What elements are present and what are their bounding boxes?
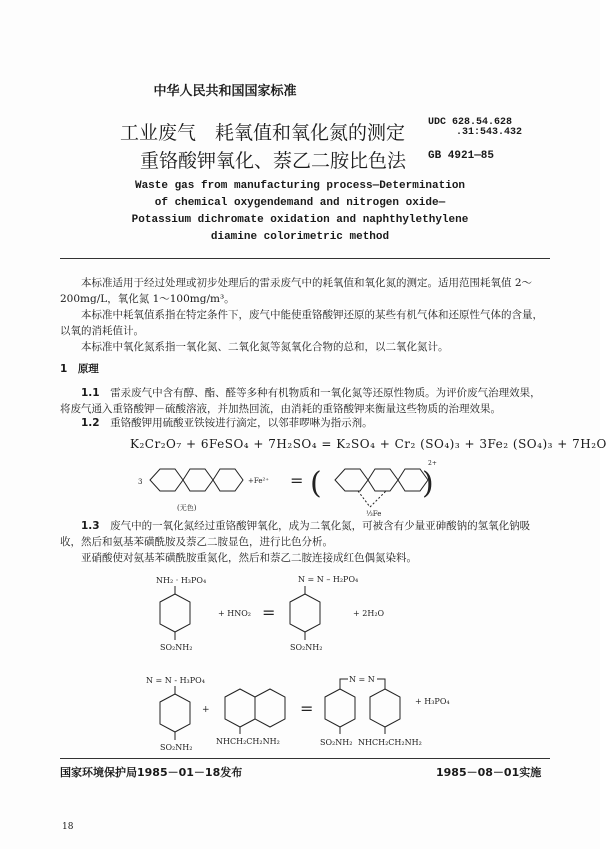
intro-paragraph: 本标准中氧化氮系指一氧化氮、二氧化氮等氮氧化合物的总和，以二氧化氮计。 (81, 341, 449, 353)
reactant-label: SO₂NH₂ (160, 643, 193, 652)
clause-1-2 (60, 415, 548, 431)
reactant-label: + HNO₂ (218, 609, 251, 618)
equals-sign: = (300, 699, 314, 718)
udc-line-2: .31:543.432 (456, 127, 523, 138)
charge: 2+ (428, 460, 437, 467)
diazotization-reactions (140, 570, 470, 755)
plus-fe-ion: +Fe²⁺ (248, 477, 269, 485)
english-title-line: of chemical oxygendemand and nitrogen oxide— (154, 197, 446, 209)
clause-1-3-note: 亚硝酸使对氨基苯磺酰胺重氮化，然后和萘乙二胺连接成红色偶氮染料。 (81, 552, 417, 564)
clause-number: 1.3 (81, 520, 100, 532)
clause-text: 雷汞废气中含有醇、酯、醛等多种有机物质和一氧化氮等还原性物质。为评价废气治理效果，将废气通入重铬酸钾－硫酸溶液，并加热回流，由消耗的重铬酸钾来衡量这些物质的治理效果。 (60, 387, 541, 415)
standard-header: 中华人民共和国国家标准 (153, 84, 297, 99)
plus-sign: + (202, 705, 210, 715)
english-title-line: diamine colorimetric method (210, 231, 390, 243)
divider (60, 258, 550, 259)
reactant-label: SO₂NH₂ (160, 743, 193, 752)
title-line-1: 工业废气 耗氧值和氧化氮的测定 (120, 122, 406, 144)
gb-number: GB 4921—85 (428, 150, 495, 162)
clause-1-3 (60, 518, 548, 550)
product-label: N = N (349, 675, 375, 684)
product-label: + H₃PO₄ (415, 697, 450, 706)
phenanthroline-reaction (130, 455, 437, 520)
clause-number: 1.1 (81, 387, 100, 399)
udc-line-1: UDC 628.54.628 (428, 117, 513, 128)
udc-code (428, 118, 522, 138)
section-title: 原理 (77, 363, 99, 375)
chemical-equation: K₂Cr₂O₇ + 6FeSO₄ + 7H₂SO₄ = K₂SO₄ + Cr₂ (SO₄)₃ + 3Fe₂ (SO₄)₃ + 7H₂O (130, 437, 607, 451)
section-heading (60, 361, 548, 377)
intro-paragraph: 本标准中耗氧值系指在特定条件下，废气中能使重铬酸钾还原的某些有机气体和还原性气体的含量，以氧的消耗值计。 (60, 309, 543, 337)
product-label: N = N – H₂PO₄ (298, 575, 359, 584)
product-label: NHCH₂CH₂NH₂ (358, 738, 422, 747)
english-title-line: Waste gas from manufacturing process—Determination (134, 180, 466, 192)
footer-divider (60, 758, 550, 759)
open-paren: ( (310, 466, 322, 501)
product-label: + 2H₂O (353, 609, 385, 618)
english-title-line: Potassium dichromate oxidation and naphthylethylene (131, 214, 469, 226)
clause-1-1 (60, 385, 548, 417)
fe-label: ⅓Fe (366, 510, 382, 518)
section-number: 1 (60, 363, 68, 375)
english-title (60, 178, 540, 246)
equals-sign: = (262, 603, 276, 622)
clause-text: 废气中的一氧化氮经过重铬酸钾氧化，成为二氧化氮，可被含有少量亚砷酸钠的氢氧化钠吸收，然后和氨基苯磺酰胺及萘乙二胺显色，进行比色分析。 (60, 520, 531, 548)
reactant-label: N = N - H₃PO₄ (146, 676, 205, 685)
product-label: SO₂NH₂ (290, 643, 323, 652)
effective-date: 1985－08－01实施 (436, 766, 542, 779)
close-paren: ) (422, 466, 434, 501)
issue-date: 国家环境保护局1985－01－18发布 (60, 766, 243, 779)
page-number: 18 (62, 822, 74, 832)
clause-number: 1.2 (81, 417, 100, 429)
intro-paragraph: 本标准适用于经过处理或初步处理后的雷汞废气中的耗氧值和氧化氮的测定。适用范围耗氧值 2～200mg/L，氧化氮 1～100mg/m³。 (60, 277, 533, 305)
product-label: SO₂NH₂ (320, 738, 353, 747)
clause-text: 重铬酸钾用硫酸亚铁铵进行滴定，以邻菲啰啉为指示剂。 (110, 417, 373, 429)
reactant-label: NHCH₂CH₂NH₂ (216, 737, 280, 746)
title-line-2: 重铬酸钾氧化、萘乙二胺比色法 (140, 150, 407, 172)
reactant-label: NH₂ · H₃PO₄ (156, 576, 207, 585)
coefficient: 3 (138, 478, 143, 486)
colorless-label: (无色) (177, 504, 197, 512)
equals-sign: = (290, 471, 304, 490)
